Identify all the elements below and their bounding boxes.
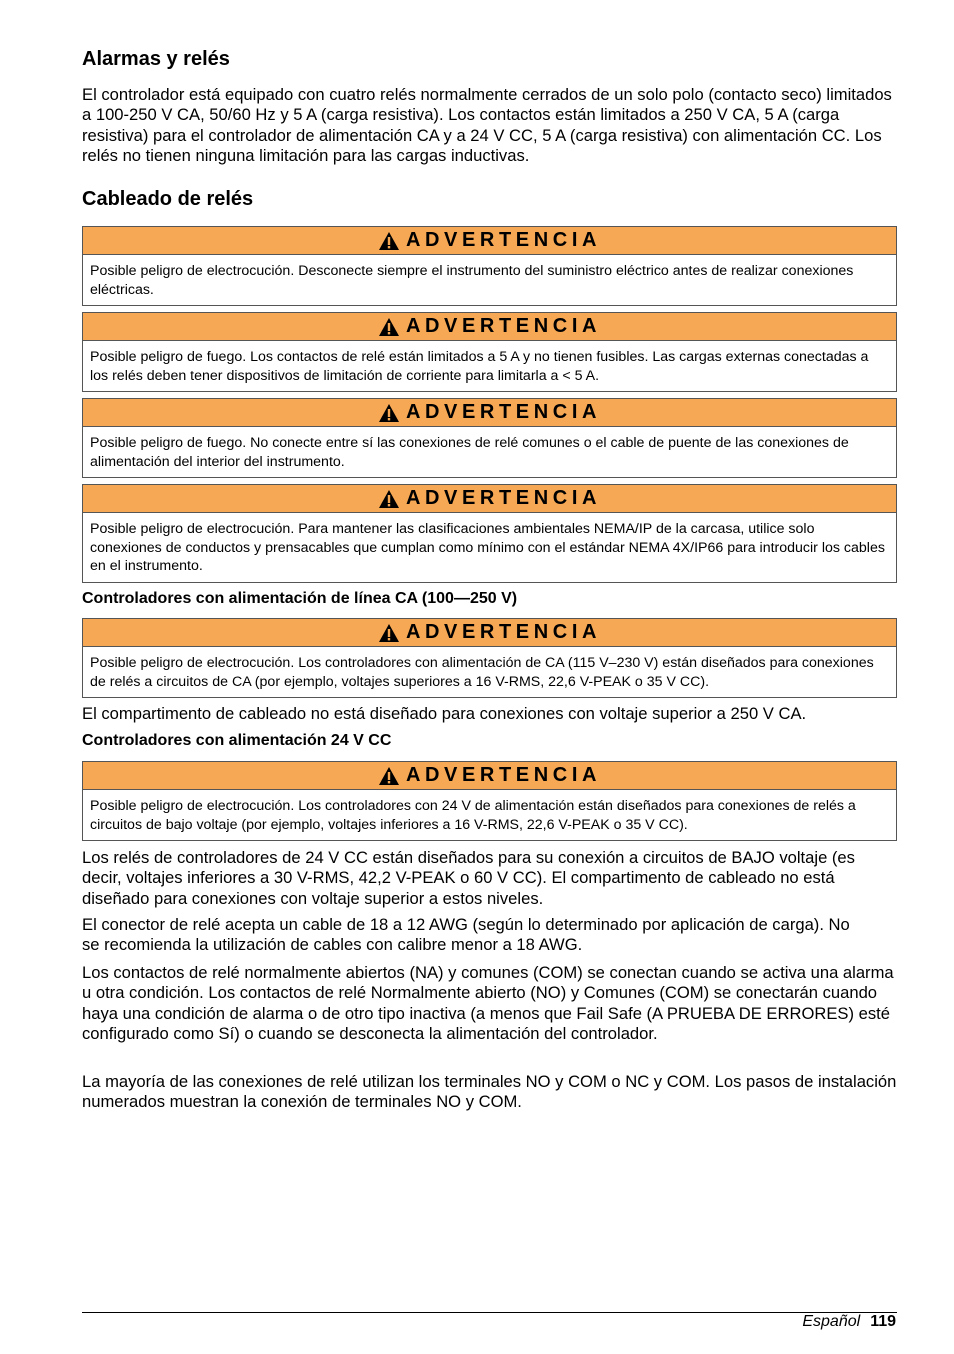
footer-divider [82,1312,897,1313]
warning-box [82,226,897,306]
heading-cc: Controladores con alimentación 24 V CC [82,732,392,749]
heading-ca: Controladores con alimentación de línea CA (100—250 V) [82,590,518,607]
warning-box [82,484,897,583]
warning-title: ADVERTENCIA [405,401,602,423]
paragraph-cc-3: Los contactos de relé normalmente abiertos (NA) y comunes (COM) se conectan cuando se activa una alarma u otra condición. Los contactos de relé Normalmente abierto (NO) y Comunes (COM) se conectarán cuando haya una condición de alarma o de otro tipo inactiva (a menos que Fail Safe (A PRUEBA DE ERRORES) esté configurado como Sí) o cuando se desconecta la alimentación del controlador. [82,963,894,1044]
warning-text: Posible peligro de fuego. Los contactos de relé están limitados a 5 A y no tienen fusibles. Las cargas externas conectadas a los relés deben tener dispositivos de limitación de corriente para limitarla a < 5 A. [90,349,869,384]
footer-language: Español [802,1313,861,1330]
warning-text: Posible peligro de electrocución. Los controladores con 24 V de alimentación están diseñados para conexiones de relés a circuitos de bajo voltaje (por ejemplo, voltajes inferiores a 16 V-RMS, 22,6 V-PEAK o 35 V CC). [90,798,856,833]
warning-text: Posible peligro de fuego. No conecte entre sí las conexiones de relé comunes o el cable de puente de las conexiones de alimentación del interior del instrumento. [90,435,849,470]
warning-text: Posible peligro de electrocución. Para mantener las clasificaciones ambientales NEMA/IP de la carcasa, utilice solo conexiones de conductos y prensacables que cumplan como mínimo con el estándar NEMA 4X/IP66 para introducir los cables en el instrumento. [90,521,885,574]
warning-text: Posible peligro de electrocución. Los controladores con alimentación de CA (115 V–230 V) están diseñados para conexiones de relés a circuitos de CA (por ejemplo, voltajes superiores a 16 V-RMS, 22,6 V-PEAK o 35 V CC). [90,655,874,690]
page-number: 119 [870,1313,896,1330]
warning-title: ADVERTENCIA [405,487,602,509]
heading-cableado: Cableado de relés [82,188,254,210]
warning-box [82,761,897,841]
warning-header [83,619,896,647]
warning-triangle-icon [378,317,400,337]
warning-header [83,227,896,255]
page-footer [802,1312,896,1332]
paragraph-cc-2: El conector de relé acepta un cable de 18 a 12 AWG (según lo determinado por aplicación de carga). No se recomienda la utilización de cables con calibre menor a 18 AWG. [82,915,850,955]
heading-alarmas: Alarmas y relés [82,48,230,70]
warning-header [83,485,896,513]
warning-header [83,399,896,427]
warning-title: ADVERTENCIA [405,764,602,786]
paragraph-cc-1: Los relés de controladores de 24 V CC están diseñados para su conexión a circuitos de BAJO voltaje (es decir, voltajes inferiores a 30 V-RMS, 42,2 V-PEAK o 60 V CC). El compartimento de cableado no está diseñado para conexiones con voltaje superior a estos niveles. [82,848,855,908]
warning-triangle-icon [378,231,400,251]
warning-triangle-icon [378,623,400,643]
warning-triangle-icon [378,766,400,786]
warning-box [82,618,897,698]
warning-header [83,313,896,341]
warning-box [82,312,897,392]
warning-box [82,398,897,478]
warning-title: ADVERTENCIA [405,621,602,643]
warning-title: ADVERTENCIA [405,229,602,251]
paragraph-ca: El compartimento de cableado no está diseñado para conexiones con voltaje superior a 250 V CA. [82,704,807,723]
paragraph-cc-4: La mayoría de las conexiones de relé utilizan los terminales NO y COM o NC y COM. Los pasos de instalación numerados muestran la conexión de terminales NO y COM. [82,1072,897,1112]
warning-triangle-icon [378,489,400,509]
paragraph-alarmas: El controlador está equipado con cuatro relés normalmente cerrados de un solo polo (contacto seco) limitados a 100-250 V CA, 50/60 Hz y 5 A (carga resistiva). Los contactos están limitados a 250 V CA, 5 A (carga resistiva) para el controlador de alimentación CA y a 24 V CC, 5 A (carga resistiva) con alimentación CC. Los relés no tienen ninguna limitación para las cargas inductivas. [82,85,892,166]
warning-text: Posible peligro de electrocución. Desconecte siempre el instrumento del suministro eléctrico antes de realizar conexiones eléctricas. [90,263,854,298]
warning-title: ADVERTENCIA [405,315,602,337]
warning-header [83,762,896,790]
warning-triangle-icon [378,403,400,423]
